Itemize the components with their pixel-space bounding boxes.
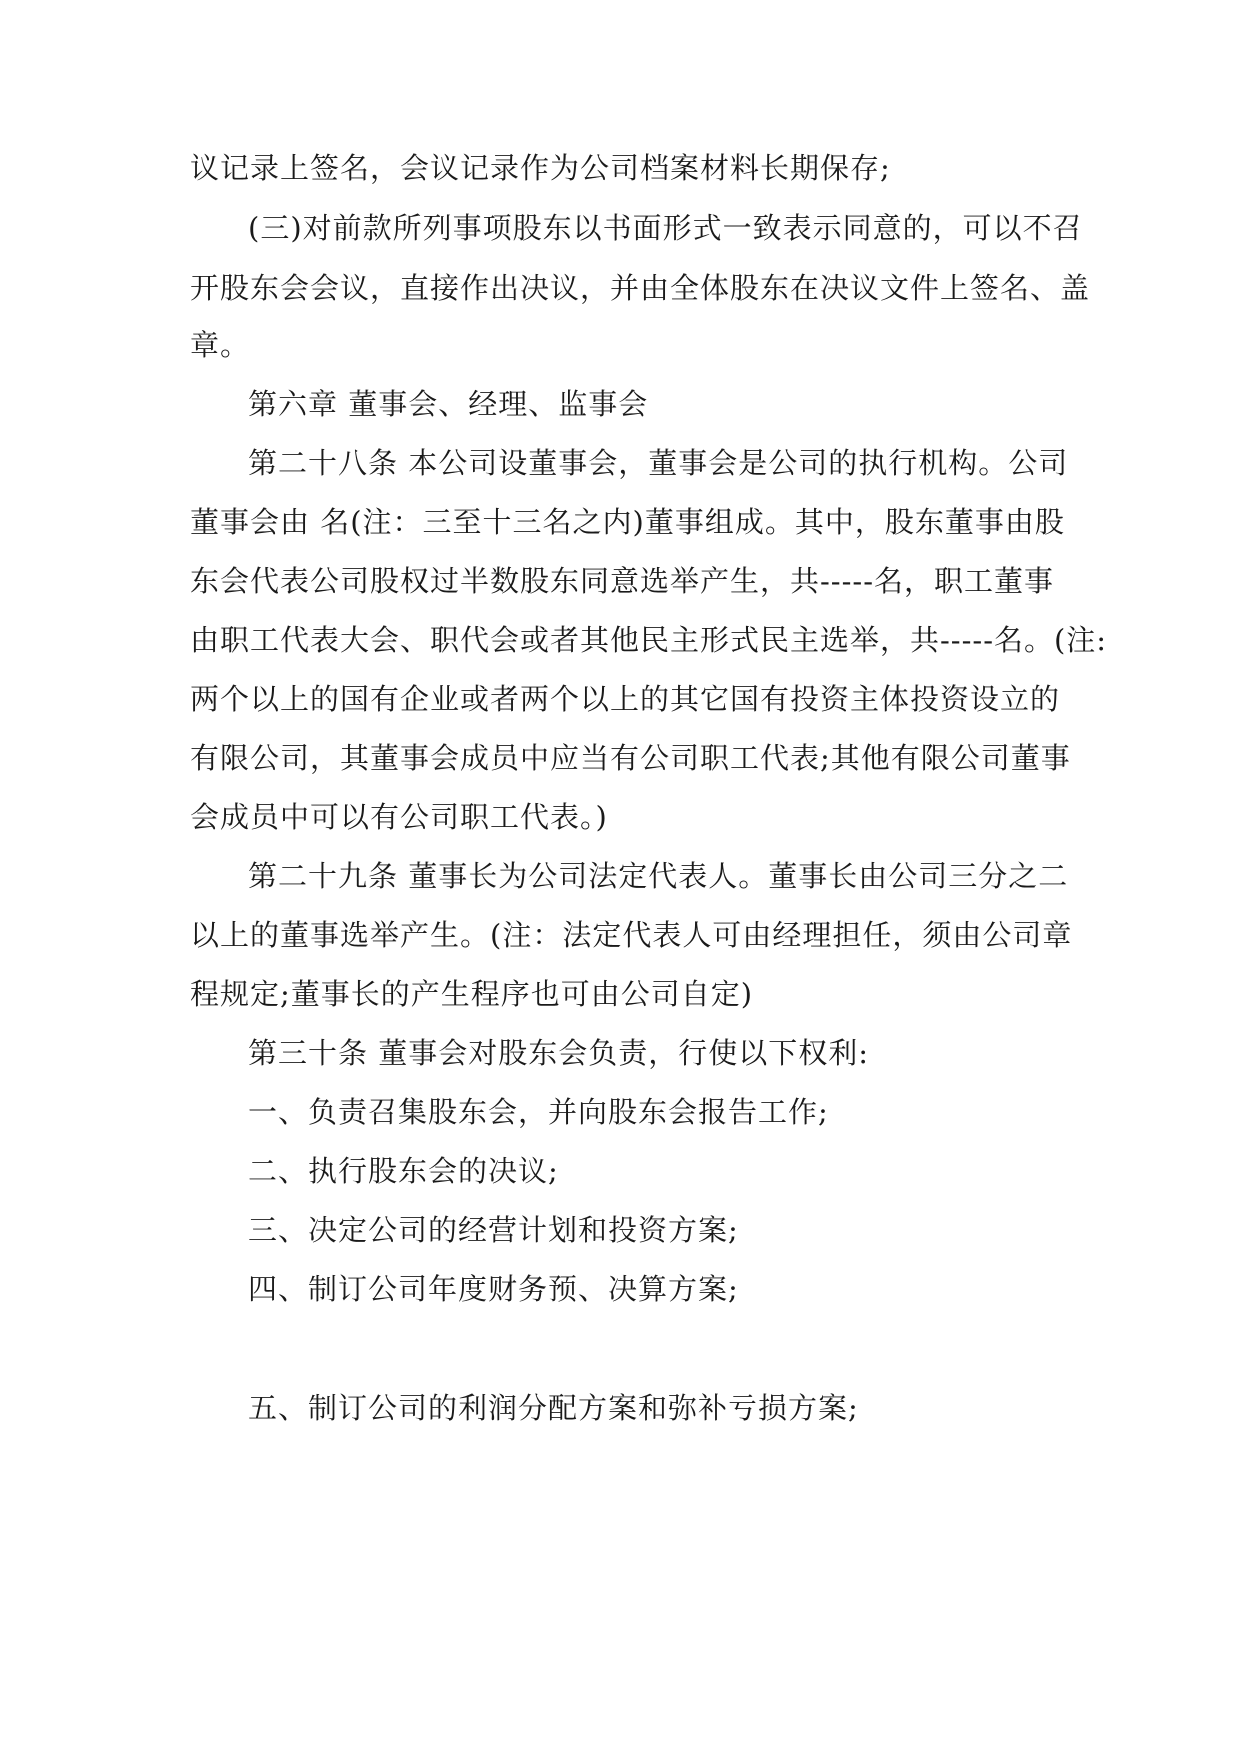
text-line: 开股东会会议，直接作出决议，并由全体股东在决议文件上签名、盖 <box>190 271 1091 305</box>
text-line: 议记录上签名，会议记录作为公司档案材料长期保存; <box>190 151 891 185</box>
text-line: 董事会由 名(注：三至十三名之内)董事组成。其中，股东董事由股 <box>190 505 1065 539</box>
text-line: 章。 <box>190 328 251 362</box>
list-item: 二、执行股东会的决议; <box>248 1154 559 1188</box>
text-line: 以上的董事选举产生。(注：法定代表人可由经理担任，须由公司章 <box>190 918 1073 952</box>
text-line: 第二十九条 董事长为公司法定代表人。董事长由公司三分之二 <box>248 859 1069 893</box>
list-item: 一、负责召集股东会，并向股东会报告工作; <box>248 1095 829 1129</box>
list-item: 五、制订公司的利润分配方案和弥补亏损方案; <box>248 1391 859 1425</box>
list-item: 四、制订公司年度财务预、决算方案; <box>248 1272 739 1306</box>
text-line: 有限公司，其董事会成员中应当有公司职工代表;其他有限公司董事 <box>190 741 1071 775</box>
list-item: 三、决定公司的经营计划和投资方案; <box>248 1213 739 1247</box>
chapter-heading: 第六章 董事会、经理、监事会 <box>248 387 649 421</box>
text-line: 由职工代表大会、职代会或者其他民主形式民主选举，共-----名。(注: <box>190 623 1108 657</box>
text-line: 第三十条 董事会对股东会负责，行使以下权利: <box>248 1036 869 1070</box>
text-line: 会成员中可以有公司职工代表。) <box>190 800 608 834</box>
text-line: 第二十八条 本公司设董事会，董事会是公司的执行机构。公司 <box>248 446 1069 480</box>
text-line: 东会代表公司股权过半数股东同意选举产生，共-----名，职工董事 <box>190 564 1054 598</box>
text-line: 程规定;董事长的产生程序也可由公司自定) <box>190 977 754 1011</box>
text-line: 两个以上的国有企业或者两个以上的其它国有投资主体投资设立的 <box>190 682 1061 716</box>
text-line: (三)对前款所列事项股东以书面形式一致表示同意的，可以不召 <box>248 211 1083 245</box>
